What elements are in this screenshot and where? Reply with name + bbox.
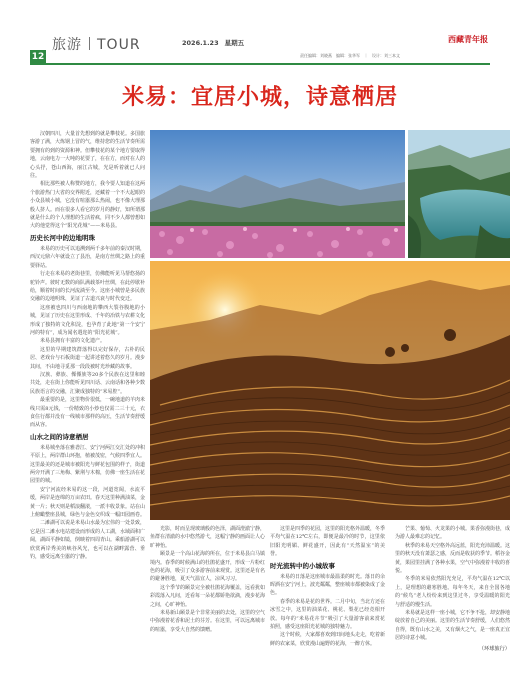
paragraph: 米易就是这样一座小城，它不争不抢，却安静地绽放着自己的美丽。这里的生活节奏舒缓，人们悠然自得，既有山水之美，又有烟火之气，是一座真正宜居的诗意小城。 [395, 610, 511, 642]
date-value: 2026.1.23 [182, 39, 219, 47]
paragraph: 汉朝四川，大量首先想到的就是攀枝花。多国旅客游了满，大炼钢上冒的气，维持您的生活节奏所需要拥有的到的资源和神。但攀枝花的某个地方要取得地，云南电力一大吨的花要了，在在方，而对在人的心头抒，苍山西海，丽江古城，光是听着就已人问往。 [30, 131, 146, 180]
paragraph: 冬季的米易依然阳光充足，平均气温在12℃以上，是理想的避寒胜地。每年冬天，来自全国各地的“候鸟”老人纷纷来到这里过冬，享受温暖的阳光与舒适的慢生活。 [395, 576, 510, 608]
paragraph: 米易的日落是这座城市最温柔的时光。落日的余晖洒在安宁河上，波光粼粼，整座城市都被染成了金色。 [270, 573, 386, 597]
paragraph: 米易的历史可以追溯到两千多年前的秦汉时期，西汉元鼎六年就设立了县治，是南方丝绸之路上的重要驿站。 [30, 245, 146, 269]
article-column-1 [30, 130, 145, 695]
paragraph: 米易新山颐景是个非常美丽的去处，这里的空气中弥漫着花香和泥土的芬芳。在这里，可以远离城市的喧嚣，享受大自然的馈赠。 [150, 610, 266, 633]
subheading: 山水之间的诗意栖居 [30, 432, 89, 441]
page-number: 12 [31, 52, 45, 62]
article-column-3 [270, 525, 385, 695]
subheading: 时光流转中的小城故事 [270, 561, 335, 570]
paragraph: 相比那些被人称赞的地方，我今要人知道在这两个旅游热门大省的交界附近，还藏着一个不大起眼的小众县城小城，它没有喧嚣那么热闹，也不像大理那般人挤人。而在很多人看它的岁月的静好，知所谓那就是什么的个人理想的生活着疯，同不少人都曾想如大的他觉得这个“阳光花城”——米易县。 [30, 181, 146, 230]
paragraph: 这里的早期建筑群落得以完好保存，古朴的民居、老戏台与石板街道一起讲述着悠久的岁月。漫步其间，不由地寻觅那一段段被时光珍藏的故事。 [30, 346, 146, 370]
flower-field-photo [150, 130, 405, 258]
article-column-4 [395, 525, 510, 695]
section-separator [89, 37, 90, 50]
section-label [52, 34, 141, 54]
article-source: （环球旅行） [478, 645, 510, 652]
issue-date [182, 38, 250, 47]
paragraph: 米易县拥有丰富的文化遗产。 [40, 338, 106, 345]
paragraph: 这里是四季的花园，这里的阳光格外温暖，冬季平均气温在12℃左右，即便是最冷的时节，这里依旧阳光明媚、鲜花盛开，因此有“天然温室”的美誉。 [270, 526, 386, 558]
lake-photo [408, 130, 510, 258]
paragraph: 秋季的米易天空格外高远蓝，阳光充沛温暖。这里的秋天没有萧瑟之感，反而是收获的季节。稻谷金黄，果园里挂满了各种水果，空气中弥漫着丰收的喜悦。 [395, 542, 511, 575]
paragraph: 芒果、葡萄、火龙果的小城。果香弥漫街巷，成为游人最难忘的记忆。 [395, 526, 511, 541]
paragraph: 这个时候，大家都喜欢到田间地头走走，吃着新鲜的农家菜，欣赏漫山遍野的花海，一醉方休。 [270, 632, 386, 647]
photo-collage [150, 130, 510, 520]
newspaper-brand: 西藏青年报 [448, 35, 488, 44]
editor-credits: 责任编辑：刘晓燕 编辑：张华军 ｜ 设计：刘三本文 [300, 53, 400, 58]
section-cn: 旅游 [52, 37, 82, 53]
paragraph: 二滩湖可以说是米易山水最为宏伟的一处景致，它是因二滩水电站建设而形成的人工湖，水域面积广阔，湖面平静如镜，倒映着四周青山。乘船游湖可以欣赏两岸秀美的峡谷风光，也可以在湖畔露营、垂钓，感受远离尘嚣的宁静。 [30, 520, 146, 561]
article-column-2 [150, 525, 265, 695]
paragraph: 安宁河流经米易的这一段，河道宽阔，水流平缓，两岸是连绵的万亩农田。春天这里种满油菜，金黄一片；秋天则是稻浪翻滚，一派丰收景象。站在山上俯瞰整座县城，绿色与金色交织成一幅田园画卷。 [30, 486, 146, 519]
paragraph: 最重要的是，这里物价很低，一碗地道的羊肉米线只需8元钱，一份精致的小炒也仅需二三十元，衣食住行都并没有一线城市那样的高压，生活节奏舒缓而从容。 [30, 397, 146, 429]
section-en: TOUR [97, 37, 141, 53]
weekday-value: 星期五 [224, 39, 245, 47]
paragraph: 行走在米易的老街巷里，仿佛能听见马帮悠扬的驼铃声。彼时无数的商队满载茶叶丝绸，在此停歇补给，顺着时间的长河流淌至今。这座小城曾是多民族交融的边地明珠，见证了古道兴衰与时代变迁。 [30, 271, 146, 303]
header-rule [30, 63, 490, 65]
terraces-sunset-photo [150, 261, 510, 520]
paragraph: 光影，时而呈现玻璃般的色泽，湖面澄澈宁静，鱼群在清澈的水中悠然游弋，这幅宁静的画面让人心旷神怡。 [150, 526, 266, 549]
paragraph: 汉族、彝族、傈僳族等20多个民族在这里和睦共处，走在街上你能听见四川话、云南话和各种少数民族语言的交融，汇聚成独特的“米易腔”。 [30, 371, 146, 395]
page-header [0, 0, 520, 70]
paragraph: 米易城坐落在雅砻江、安宁河两江交汇处的冲积平原上，两岸群山环抱，植被茂密，气候四季宜人。这里最美的还是城市被阳光与鲜花包围的样子，街道两旁开满了三角梅、紫荆与木棉，仿佛一座生活在花园里的城。 [30, 444, 146, 485]
paragraph: 这个季节的颐景完全被杜鹃花海覆盖，远看犹如彩霞落入凡间，近看每一朵花都娇艳欲滴，漫步花海之间，心旷神怡。 [150, 584, 266, 608]
paragraph: 春季的米易是花的世界。二月中旬，当北方还在冰雪之中，这里的油菜花、桃花、梨花已经竞相开放。每年的“米易花卉节”吸引了大量游客前来赏花拍照，感受这座阳光花城的独特魅力。 [270, 598, 386, 631]
paragraph: 颐景是一个高山花海的所在，位于米易县白马镇境内。春季的时候满山的杜鹃花盛开，形成一片粉红色的花海，吸引了众多游客前来观赏。这里还是有名的避暑胜地，夏天气温宜人，凉风习习。 [150, 551, 266, 583]
article-title: 米易：宜居小城，诗意栖居 [121, 85, 398, 110]
paragraph: 这座被也四川与西南地的攀西大裂谷腹地的小城，见证了历史在这里形成、千年的冶铁与农耕文化形成了独特的文化积淀，也孕育了此地“第一个安宁河的特有”，成为闻名遐迩的“阳光花城”。 [30, 304, 146, 336]
subheading: 历史长河中的边地明珠 [30, 233, 95, 242]
